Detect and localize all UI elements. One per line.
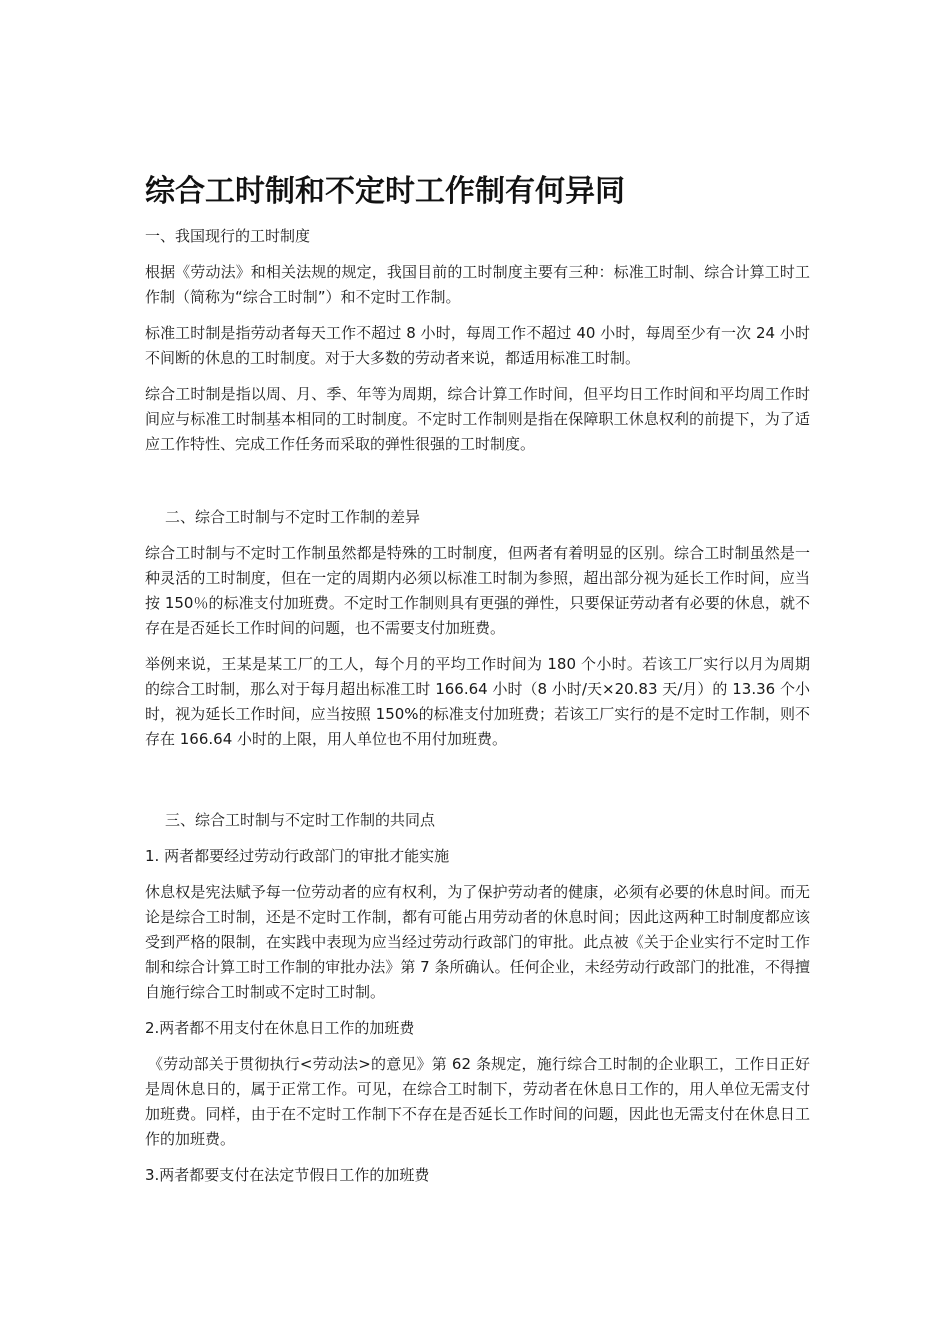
section-3-heading: 三、综合工时制与不定时工作制的共同点 xyxy=(165,811,436,829)
point-1-heading: 1. 两者都要经过劳动行政部门的审批才能实施 xyxy=(145,847,450,865)
point-2-paragraph: 《劳动部关于贯彻执行<劳动法>的意见》第 62 条规定，施行综合工时制的企业职工，工作日正好是周休息日的，属于正常工作。可见，在综合工时制下，劳动者在休息日工作的，用人单位无需支付加班费。同样，由于在不定时工作制下不存在是否延长工作时间的问题，因此也无需支付在休息日工作的加班费。 xyxy=(145,1055,810,1148)
section-spacer xyxy=(145,468,810,505)
section-1-paragraph: 综合工时制是指以周、月、季、年等为周期，综合计算工作时间，但平均日工作时间和平均周工作时间应与标准工时制基本相同的工时制度。不定时工作制则是指在保障职工休息权利的前提下，为了适应工作特性、完成工作任务而采取的弹性很强的工时制度。 xyxy=(145,385,810,453)
document-title: 综合工时制和不定时工作制有何异同 xyxy=(145,174,625,209)
point-2-heading: 2.两者都不用支付在休息日工作的加班费 xyxy=(145,1019,415,1037)
point-1-paragraph: 休息权是宪法赋予每一位劳动者的应有权利，为了保护劳动者的健康，必须有必要的休息时间。而无论是综合工时制，还是不定时工作制，都有可能占用劳动者的休息时间；因此这两种工时制度都应该受到严格的限制，在实践中表现为应当经过劳动行政部门的审批。此点被《关于企业实行不定时工作制和综合计算工时工作制的审批办法》第 7 条所确认。任何企业，未经劳动行政部门的批准，不得擅自施行综合工时制或不定时工时制。 xyxy=(145,883,810,1001)
section-1-heading: 一、我国现行的工时制度 xyxy=(145,227,311,245)
point-3-heading: 3.两者都要支付在法定节假日工作的加班费 xyxy=(145,1166,430,1184)
section-1-paragraph: 根据《劳动法》和相关法规的规定，我国目前的工时制度主要有三种：标准工时制、综合计算工时工作制（简称为“综合工时制”）和不定时工作制。 xyxy=(145,263,810,306)
document-page xyxy=(145,170,810,1199)
section-2-paragraph: 举例来说，王某是某工厂的工人，每个月的平均工作时间为 180 个小时。若该工厂实行以月为周期的综合工时制，那么对于每月超出标准工时 166.64 小时（8 小时/天×20.83 天/月）的 13.36 个小时，视为延长工作时间，应当按照 150%的标准支付加班费；若该工厂实行的是不定时工作制，则不存在 166.64 小时的上限，用人单位也不用付加班费。 xyxy=(145,655,810,748)
section-1-paragraph: 标准工时制是指劳动者每天工作不超过 8 小时，每周工作不超过 40 小时，每周至少有一次 24 小时不间断的休息的工时制度。对于大多数的劳动者来说，都适用标准工时制。 xyxy=(145,324,810,367)
section-2-paragraph: 综合工时制与不定时工作制虽然都是特殊的工时制度，但两者有着明显的区别。综合工时制虽然是一种灵活的工时制度，但在一定的周期内必须以标准工时制为参照，超出部分视为延长工作时间，应当按 150％的标准支付加班费。不定时工作制则具有更强的弹性，只要保证劳动者有必要的休息，就不存在是否延长工作时间的问题，也不需要支付加班费。 xyxy=(145,544,810,637)
section-spacer xyxy=(145,763,810,808)
section-2-heading: 二、综合工时制与不定时工作制的差异 xyxy=(165,508,421,526)
